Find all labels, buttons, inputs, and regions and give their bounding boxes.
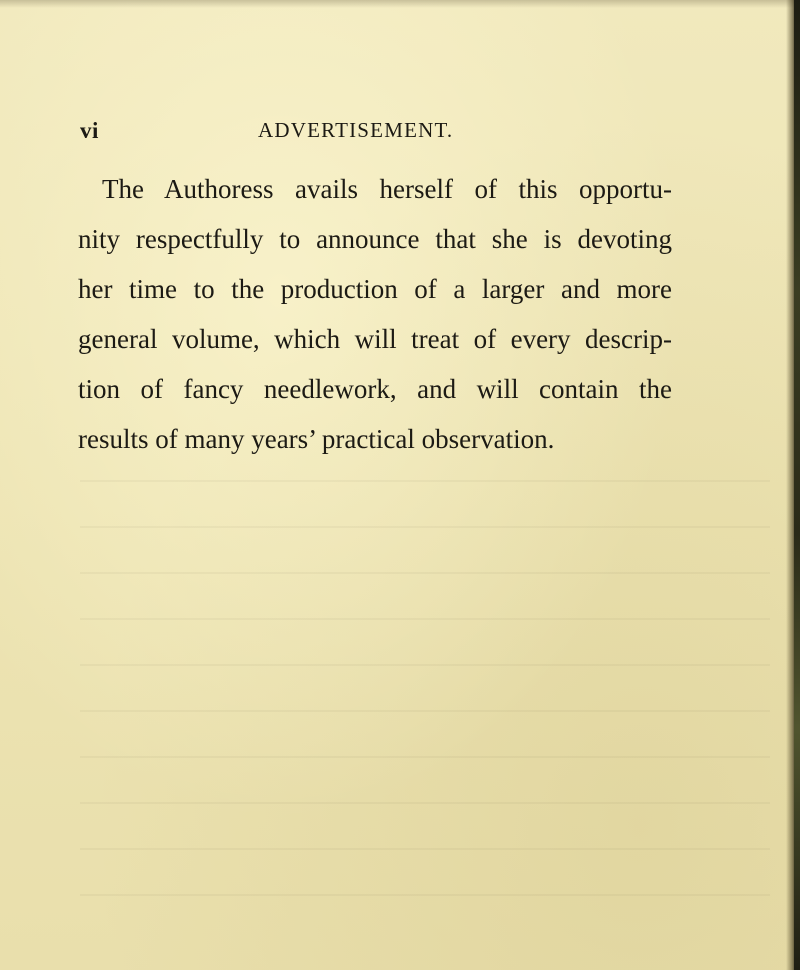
- page-top-shadow: [0, 0, 800, 8]
- text-line: general volume, which will treat of every descrip-: [78, 324, 672, 354]
- page-header: [80, 118, 640, 148]
- text-line: nity respectfully to announce that she is devoting: [78, 224, 672, 254]
- page-number: vi: [80, 118, 99, 143]
- text-line: her time to the production of a larger and more: [78, 274, 672, 304]
- text-line: results of many years’ practical observation.: [78, 424, 555, 454]
- book-binding: [794, 0, 800, 970]
- show-through-texture: [80, 480, 770, 900]
- text-line: The Authoress avails herself of this opportu-: [102, 174, 672, 204]
- running-head: ADVERTISEMENT.: [258, 118, 454, 142]
- advertisement-paragraph: [78, 164, 672, 464]
- text-line: tion of fancy needlework, and will contain the: [78, 374, 672, 404]
